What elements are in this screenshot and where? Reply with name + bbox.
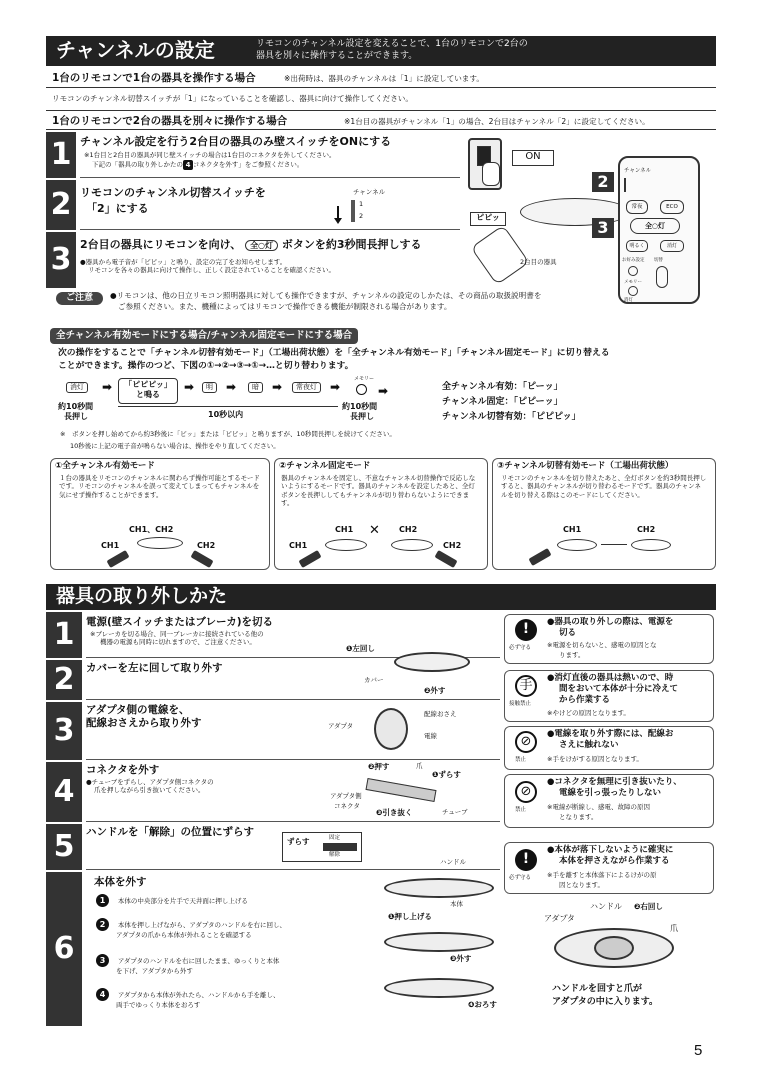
removal-step-4-title: コネクタを外す [86, 764, 160, 776]
removal-step-4-note1: ●チューブをずらし、アダプタ側コネクタの [86, 778, 214, 787]
remote-icon-3 [528, 548, 551, 566]
channel-step-1-title: チャンネル設定を行う2台目の器具のみ壁スイッチをONにする [80, 135, 392, 148]
removal-step-1-note2: 機器の電源も同時に切れますので、ご注意ください。 [100, 638, 256, 647]
all-light-button-label: 全○灯 [245, 240, 278, 251]
remote-small-2: 切替 [654, 258, 663, 263]
removal-step-5-number: 5 [46, 824, 82, 870]
caution-text-2: ご参照ください。また、機種によってはリモコンで操作できる機能が制限される場合があります。 [118, 302, 452, 311]
step-6-sub-4: 4 アダプタから本体が外れたら、ハンドルから手を離し、 両手でゆっくり本体をおろす [96, 988, 279, 1009]
channel-step-3-note2: リモコンを各々の器具に向けて操作し、正しく設定されていることを確認ください。 [88, 265, 335, 274]
remote-small-3: メモリー [624, 280, 642, 285]
removal-step-1-title: 電源(壁スイッチまたはブレーカ)を切る [86, 616, 274, 628]
removal-step-4: コネクタを外す ●チューブをずらし、アダプタ側コネクタの 爪を押しながら引き抜いてください。 ❷押す 爪 ❶ずらす アダプタ側 コネクタ ❸引き抜く チューブ [86, 762, 500, 822]
step-6-sub-3: 3 アダプタのハンドルを右に回したまま、ゆっくりと本体 を下げ、アダプタから外す [96, 954, 279, 975]
warning-1: ! 必ず守る ●器具の取り外しの際は、電源を 切る ※電源を切らないと、感電の原因とな ります。 [504, 614, 714, 664]
remote-eco2-btn: ECO [660, 200, 684, 214]
removal-step-5-title: ハンドルを「解除」の位置にずらす [86, 826, 254, 838]
caution-text-1: ●リモコンは、他の日立リモコン照明器具に対しても操作できますが、チャンネルの設定のしかたは、その商品の取扱説明書を [110, 291, 542, 300]
seq-nightlight-button: 常夜灯 [292, 382, 321, 393]
step-6-sub-2: 2 本体を押し上げながら、アダプタのハンドルを右に回し、 アダプタの爪から本体が外れることを確認する [96, 918, 286, 939]
prohibited-icon: ⊘ [515, 731, 537, 753]
mandatory-icon: ! [515, 619, 537, 641]
mode-text-2: ことができます。操作のつど、下図の①→②→③→①→…と切り替わります。 [58, 361, 354, 371]
handle-rotate-figure: ハンドル ❷右回し アダプタ 爪 ハンドルを回すと爪が アダプタの中に入ります。 [544, 902, 678, 1007]
removal-step-3-title2: 配線おさえから取り外す [86, 717, 202, 730]
mandatory-icon-2: ! [515, 849, 537, 871]
seq-hold-2: 約10秒間 [342, 402, 378, 411]
on-label: ON [512, 150, 554, 166]
mode-box-2-title: ②チャンネル固定モード [279, 461, 371, 471]
seq-arrow-4: ➡ [272, 380, 283, 394]
removal-step-1-note1: ※ブレーカを切る場合、同一ブレーカに接続されている他の [90, 630, 264, 639]
double-heading: 1台のリモコンで2台の器具を別々に操作する場合 [52, 115, 288, 127]
seq-arrow-5: ➡ [330, 380, 341, 394]
warning-5: ! 必ず守る ●本体が落下しないように確実に 本体を押さえながら作業する ※手を離すと本体落下によるけがの原 因となります。 [504, 842, 714, 894]
removal-step-5: ハンドルを「解除」の位置にずらす ずらす 固定 解除 ハンドル [86, 824, 500, 870]
channel-step-3-title-b: ボタンを約3秒間長押しする [281, 238, 422, 251]
caution-row [50, 290, 716, 316]
removal-title: 器具の取り外しかた [56, 585, 228, 607]
removal-step-4-number: 4 [46, 762, 82, 822]
double-heading-note: ※1台目の器具がチャンネル「1」の場合、2台目はチャンネル「2」に設定してください。 [344, 117, 650, 126]
remote-icon-2b [434, 550, 457, 568]
remote-small-1: お好み設定 [622, 258, 645, 263]
prohibited-icon-2: ⊘ [515, 781, 537, 803]
channel-step-3-note1: ●器具から電子音が「ピピッ」と鳴り、設定の完了をお知らせします。 [80, 257, 287, 266]
channel-step-2 [80, 180, 460, 230]
warning-2: 手 接触禁止 ●消灯直後の器具は熱いので、時 間をおいて本体が十分に冷えて から作業する ※やけどの原因となります。 [504, 670, 714, 722]
final-caption-1: ハンドルを回すと爪が [552, 984, 643, 994]
channel-step-1-note1: ※1台目と2台目の器具が同じ壁スイッチの場合は1台目のコネクタを外してください。 [84, 150, 336, 159]
seq-hold-1b: 長押し [64, 412, 88, 421]
remote-bright-btn: 明るく [626, 240, 648, 252]
sequence-figure [58, 378, 718, 428]
mode-box-2-text: 器具のチャンネルを固定し、不意なチャンネル切替操作で反応しないようにするモードです。器具のチャンネルを設定したあと、全灯ボタンを長押ししてもチャンネルが切り替わらないようにできます。 [281, 473, 476, 507]
seq-pipi: 「ピピピッ」 と鳴る [118, 378, 178, 404]
channel-header [46, 36, 716, 66]
remote-control-figure: チャンネル 常夜 ECO 全○灯 明るく 消灯 お好み設定 切替 メモリー 消灯 [618, 156, 700, 304]
removal-step-3: アダプタ側の電線を、 配線おさえから取り外す アダプタ 配線おさえ 電線 [86, 702, 500, 760]
remote-icon-2a [298, 550, 321, 568]
double-heading-row [46, 110, 716, 130]
single-heading-row [46, 68, 716, 88]
seq-note-2: 10秒後に上記の電子音が鳴らない場合は、操作をやり直してください。 [70, 442, 280, 450]
channel-step-3 [80, 232, 460, 288]
remote-callout-3: 3 [592, 218, 614, 238]
seq-arrow-1: ➡ [102, 380, 113, 394]
channel-step-1-number: 1 [46, 132, 76, 178]
seq-within: 10秒以内 [208, 410, 244, 419]
channel-step-1-note2: 下記の「器具の取り外しかたの 4 コネクタを外す」をご参照ください。 [92, 160, 304, 169]
mode-box-1-text: １台の器具をリモコンのチャンネルに関わらず操作可能とするモードです。リモコンのチャンネルを誤って変えてしまってもチャンネルを気にせず操作することができます。 [59, 473, 260, 499]
removal-step-4-note2: 爪を押しながら引き抜いてください。 [94, 786, 205, 795]
result-3: チャンネル切替有効：「ピピピッ」 [442, 412, 581, 422]
mode-box-1: ①全チャンネル有効モード １台の器具をリモコンのチャンネルに関わらず操作可能とするモードです。リモコンのチャンネルを誤って変えてしまってもチャンネルを気にせず操作することができます。 CH1、CH2 CH1 CH2 [50, 458, 270, 570]
channel-step-3-number: 3 [46, 232, 76, 288]
mode-box-2: ②チャンネル固定モード 器具のチャンネルを固定し、不意なチャンネル切替操作で反応しないようにするモードです。器具のチャンネルを設定したあと、全灯ボタンを長押ししてもチャンネルが切り替わらないようにできます。 CH1 ✕ CH2 CH1 CH2 [274, 458, 488, 570]
pipi-label: ピピッ [470, 212, 506, 226]
cross-icon: ✕ [369, 523, 380, 538]
mode-box-1-title: ①全チャンネル有効モード [55, 461, 155, 471]
remote-eco-btn: 常夜 [626, 200, 648, 214]
second-fixture-label: 2台目の器具 [520, 258, 557, 266]
mode-box-3-text: リモコンのチャンネルを切り替えたあと、全灯ボタンを約3秒間長押しすると、器具のチャンネルが切り替わるモードです。器具のチャンネルを切り替える際はこのモードにしてください。 [501, 473, 707, 499]
ref-number-4: 4 [183, 160, 193, 170]
no-touch-icon: 手 [515, 675, 537, 697]
remote-icon-1b [190, 550, 213, 568]
remote-icon-1a [106, 550, 129, 568]
mode-text-1: 次の操作をすることで「チャンネル切替有効モード」（工場出荷状態）を「全チャンネル有効モード」「チャンネル固定モード」に切り替える [58, 348, 610, 358]
seq-hold-1: 約10秒間 [58, 402, 94, 411]
channel-step-2-number: 2 [46, 180, 76, 230]
removal-step-6-number: 6 [46, 872, 82, 1026]
mode-heading: 全チャンネル有効モードにする場合/チャンネル固定モードにする場合 [50, 328, 358, 344]
hand-icon [482, 162, 500, 186]
page-number: 5 [694, 1042, 703, 1059]
single-text: リモコンのチャンネル切替スイッチが「1」になっていることを確認し、器具に向けて操作してください。 [52, 94, 413, 103]
seq-note-1: ※ ボタンを押し始めてから約3秒後に「ピッ」または「ピピッ」と鳴りますが、10秒間長押しを続けてください。 [60, 430, 396, 438]
mode-box-3: ③チャンネル切替有効モード（工場出荷状態） リモコンのチャンネルを切り替えたあと、全灯ボタンを約3秒間長押しすると、器具のチャンネルが切り替わるモードです。器具のチャンネルを切り替える際はこのモードにしてください。 CH1 CH2 [492, 458, 716, 570]
channel-step-3-title-a: 2台目の器具にリモコンを向け、 [80, 238, 242, 251]
single-heading: 1台のリモコンで1台の器具を操作する場合 [52, 72, 256, 84]
seq-bright-button: 明 [202, 382, 217, 393]
remote-off-btn: 消灯 [660, 240, 684, 252]
channel-step-2-title2: 「2」にする [86, 201, 149, 215]
seq-memory-button [356, 384, 367, 395]
warning-4: ⊘ 禁止 ●コネクタを無理に引き抜いたり、 電線を引っ張ったりしない ※電線が断線し、感電、故障の原因 となります。 [504, 774, 714, 828]
result-2: チャンネル固定：「ピピーッ」 [442, 397, 563, 407]
caution-label: ご注意 [56, 292, 103, 305]
wall-switch-figure [468, 138, 528, 198]
seq-arrow-6: ➡ [378, 384, 389, 398]
removal-header [46, 584, 716, 610]
removal-step-3-number: 3 [46, 702, 82, 760]
adapter-figure [374, 708, 408, 750]
body-removal-figures: 本体 ❶押し上げる ❸外す ❹おろす [384, 874, 504, 1024]
channel-desc-1: リモコンのチャンネル設定を変えることで、1台のリモコンで2台の [256, 39, 528, 49]
step-6-sub-1: 1 本体の中央部分を片手で天井面に押し上げる [96, 894, 248, 907]
remote-all-light-btn: 全○灯 [630, 218, 680, 234]
cover-figure: ❶左回し カバー ❷外す [380, 640, 500, 700]
seq-arrow-2: ➡ [184, 380, 195, 394]
removal-step-1-number: 1 [46, 612, 82, 658]
final-caption-2: アダプタの中に入ります。 [552, 997, 659, 1007]
channel-title: チャンネルの設定 [56, 38, 215, 62]
removal-step-2-number: 2 [46, 660, 82, 700]
seq-off-button: 消灯 [66, 382, 88, 393]
channel-step-2-title1: リモコンのチャンネル切替スイッチを [80, 186, 266, 199]
seq-arrow-3: ➡ [226, 380, 237, 394]
handle-figure: ずらす 固定 解除 [282, 832, 362, 862]
removal-step-3-title1: アダプタ側の電線を、 [86, 704, 190, 716]
channel-switch-figure: チャンネル 1 2 [335, 188, 395, 226]
warning-3: ⊘ 禁止 ●電線を取り外す際には、配線お さえに触れない ※手をけがする原因となります。 [504, 726, 714, 770]
remote-hand-figure [470, 225, 529, 286]
result-1: 全チャンネル有効：「ピーッ」 [442, 382, 563, 392]
seq-memory-label: メモリー [354, 376, 375, 382]
remote-callout-2: 2 [592, 172, 614, 192]
remote-small-4: 消灯 [624, 298, 633, 303]
mode-box-3-title: ③チャンネル切替有効モード（工場出荷状態） [497, 461, 674, 471]
seq-dim-button: 暗 [248, 382, 263, 393]
single-heading-note: ※出荷時は、器具のチャンネルは「1」に設定しています。 [284, 74, 484, 83]
channel-step-1 [80, 132, 460, 178]
removal-step-6-title: 本体を外す [94, 876, 147, 888]
removal-step-2-title: カバーを左に回して取り外す [86, 662, 223, 674]
seq-hold-2b: 長押し [350, 412, 374, 421]
channel-desc-2: 器具を別々に操作することができます。 [256, 51, 418, 61]
